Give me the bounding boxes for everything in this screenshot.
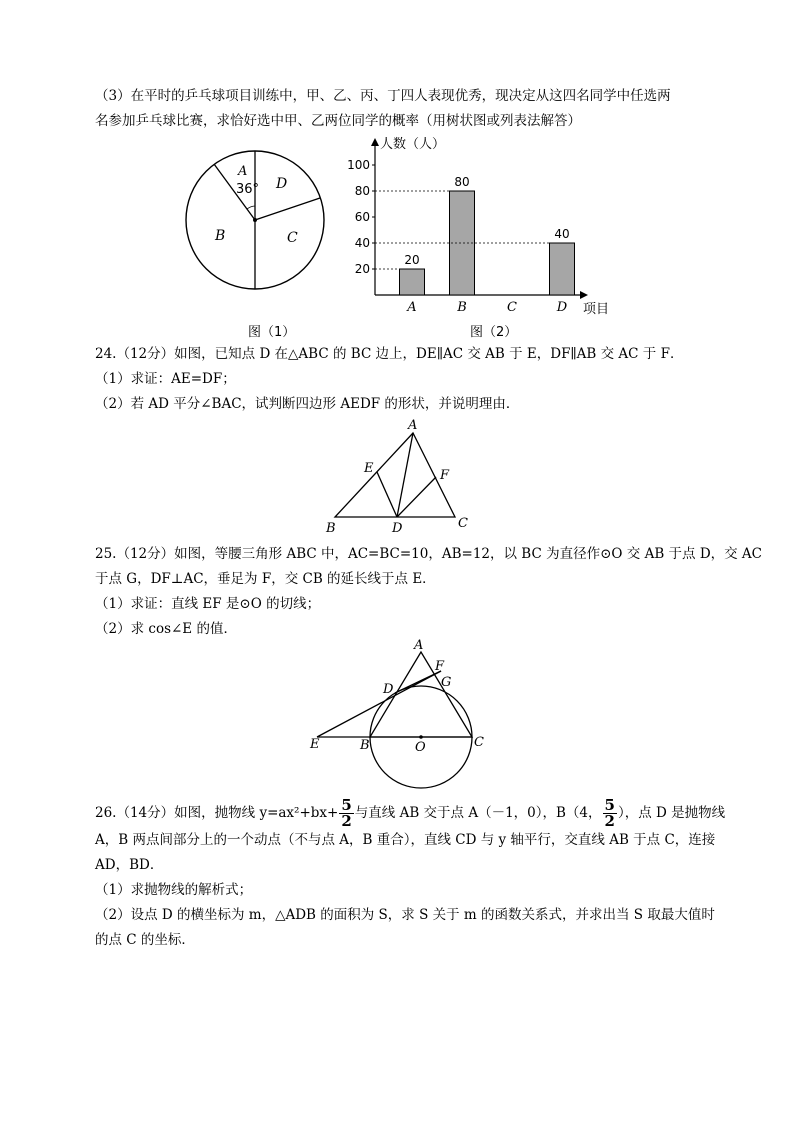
y-tick-label: 100 [347,158,370,172]
q25-line3: （1）求证：直线 EF 是⊙O 的切线； [95,596,321,612]
label-f: F [435,659,445,674]
category-label-c: C [507,300,517,315]
bar-value-label-b: 80 [454,175,470,189]
segment-ed [377,472,397,517]
y-tick-label: 60 [354,210,370,224]
bar-d [550,243,575,295]
q25-line2: 于点 G，DF⊥AC，垂足为 F，交 CB 的延长线于点 E． [95,571,436,587]
label-f: F [440,468,450,483]
figure1-caption: 图（1） [248,325,296,340]
pie-label-angle: 36° [236,182,260,197]
label-e: E [310,737,320,752]
label-b: B [326,521,336,536]
bar-value-label-d: 40 [554,227,570,241]
figure1-pie-chart [180,150,340,290]
q26-line1-part-b: 与直线 AB 交于点 A（－1，0），B（4， [354,805,602,821]
q23-part3-line1: （3）在平时的乒乓球项目训练中，甲、乙、丙、丁四人表现优秀，现决定从这四名同学中任选两 [95,88,671,104]
q26-line6: 的点 C 的坐标． [95,932,195,948]
fraction-5-2-b: $\frac{5}{2}$ [604,796,615,830]
pie-radius-d [255,198,320,220]
y-tick-label: 40 [354,236,370,250]
q26-line1 [95,795,725,831]
pie-label-b: B [215,228,226,244]
label-a: A [408,418,418,433]
q23-part3-line2: 名参加乒乓球比赛，求恰好选中甲、乙两位同学的概率（用树状图或列表法解答） [95,113,581,129]
q26-line1-part-c: ），点 D 是抛物线 [617,805,726,821]
label-g: G [441,675,452,690]
label-o: O [415,740,426,755]
label-a: A [414,638,424,653]
figure2-caption: 图（2） [470,325,518,340]
segment-ad [397,433,413,517]
y-tick-label: 20 [354,262,370,276]
figure2-bar-chart [340,132,620,317]
q26-line1-part-a: 26.（14分）如图，抛物线 y=ax²+bx+ [95,805,339,821]
label-c: C [474,735,484,750]
label-d: D [392,521,403,536]
bar-b [450,191,475,295]
q26-line5: （2）设点 D 的横坐标为 m，△ADB 的面积为 S，求 S 关于 m 的函数关系式，并求出当 S 取最大值时 [95,907,715,923]
category-label-d: D [556,300,568,315]
pie-label-c: C [287,230,298,246]
q26-line4: （1）求抛物线的解析式； [95,882,253,898]
q26-line3: AD，BD． [95,857,164,873]
y-tick-label: 80 [354,184,370,198]
q24-line1: 24.（12分）如图，已知点 D 在△ABC 的 BC 边上，DE∥AC 交 AB 于 E，DF∥AB 交 AC 于 F． [95,346,684,362]
q25-line4: （2）求 cos∠E 的值． [95,621,237,637]
category-label-b: B [457,300,467,315]
q24-line3: （2）若 AD 平分∠BAC，试判断四边形 AEDF 的形状，并说明理由． [95,396,520,412]
q25-circle-figure [300,635,510,795]
category-label-a: A [407,300,417,315]
pie-label-d: D [276,176,288,192]
q24-line2: （1）求证：AE=DF； [95,371,236,387]
q26-line2: A，B 两点间部分上的一个动点（不与点 A，B 重合），直线 CD 与 y 轴平行，交直线 AB 于点 C，连接 [95,832,716,848]
label-d: D [383,682,394,697]
line-ef [317,671,441,737]
triangle-abc [335,433,455,517]
pie-label-a: A [238,164,248,179]
segment-df [395,671,441,693]
q25-line1: 25.（12分）如图，等腰三角形 ABC 中，AC=BC=10，AB=12，以 BC 为直径作⊙O 交 AB 于点 D，交 AC [95,546,763,562]
x-axis-arrow [580,291,588,299]
fraction-5-2-a: $\frac{5}{2}$ [341,796,352,830]
label-c: C [458,516,468,531]
q24-triangle-figure [320,415,480,540]
label-e: E [364,461,374,476]
y-axis-arrow [371,138,379,146]
bar-a [400,269,425,295]
bar-value-label-a: 20 [404,253,420,267]
label-b: B [360,738,370,753]
x-axis-label: 项目 [583,302,610,317]
y-axis-label: 人数（人） [380,137,446,152]
